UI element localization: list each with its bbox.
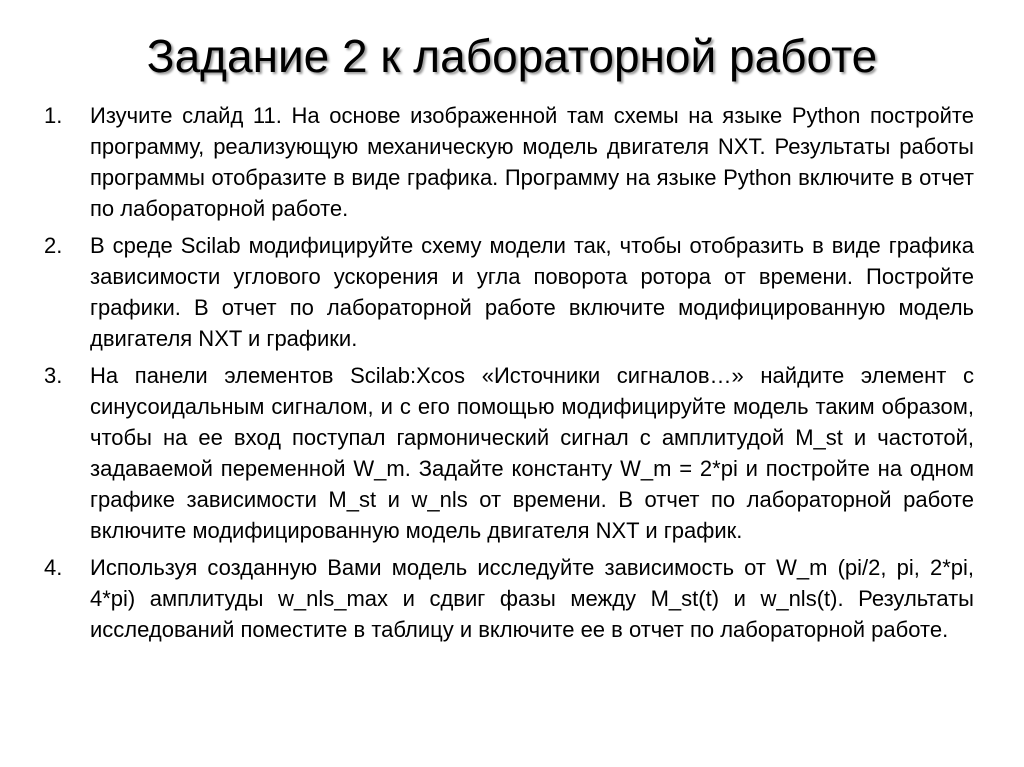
task-text: Изучите слайд 11. На основе изображенной там схемы на языке Python постройте программу, реализующую механическую модель двигателя NXT. Результаты работы программы отобразите в виде графика. Программу на языке Python включите в отчет по лабораторной работе. (90, 103, 974, 221)
task-item-3 (44, 360, 974, 546)
task-number: 2. (44, 233, 63, 258)
task-text: В среде Scilab модифицируйте схему модели так, чтобы отобразить в виде графика зависимости углового ускорения и угла поворота ротора от времени. Постройте графики. В отчет по лабораторной работе включите модифицированную модель двигателя NXT и графики. (90, 233, 974, 351)
task-list (44, 100, 974, 651)
task-number: 1. (44, 103, 63, 128)
task-item-4 (44, 552, 974, 645)
task-item-1 (44, 100, 974, 224)
task-item-2 (44, 230, 974, 354)
slide-title: Задание 2 к лабораторной работе (146, 30, 878, 82)
task-text: Используя созданную Вами модель исследуйте зависимость от W_m (pi/2, pi, 2*pi, 4*pi) амплитуды w_nls_max и сдвиг фазы между M_st(t) и w_nls(t). Результаты исследований поместите в таблицу и включите ее в отчет по лабораторной работе. (90, 555, 974, 642)
task-number: 4. (44, 555, 63, 580)
task-number: 3. (44, 363, 63, 388)
task-text: На панели элементов Scilab:Xcos «Источники сигналов…» найдите элемент с синусоидальным сигналом, и с его помощью модифицируйте модель таким образом, чтобы на ее вход поступал гармонический сигнал с амплитудой M_st и частотой, задаваемой переменной W_m. Задайте константу W_m = 2*pi и постройте на одном графике зависимости M_st и w_nls от времени. В отчет по лабораторной работе включите модифицированную модель двигателя NXT и график. (90, 363, 974, 543)
